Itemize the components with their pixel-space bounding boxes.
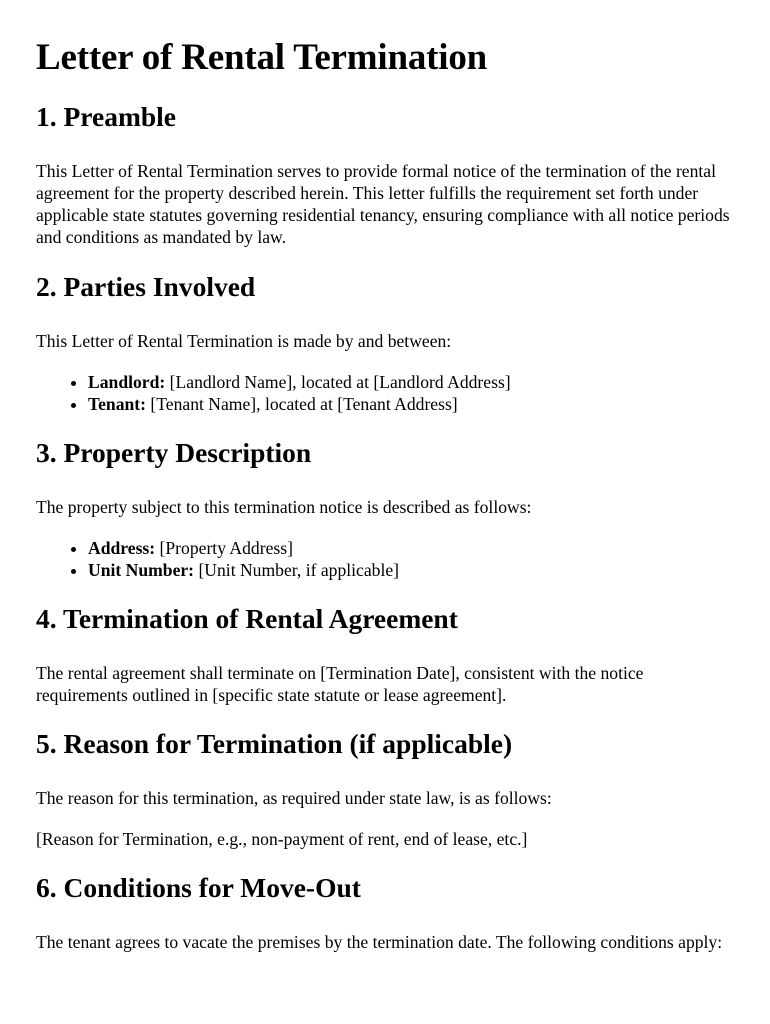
address-text: [Property Address] [155,538,293,558]
landlord-label: Landlord: [88,372,166,392]
parties-paragraph: This Letter of Rental Termination is made by and between: [36,331,452,351]
tenant-label: Tenant: [88,394,147,414]
list-item [88,559,734,581]
section-heading-termination: 4. Termination of Rental Agreement [36,603,458,634]
unit-number-text: [Unit Number, if applicable] [194,560,400,580]
section-heading-move-out: 6. Conditions for Move-Out [36,872,361,903]
document-title: Letter of Rental Termination [36,37,488,78]
move-out-paragraph: The tenant agrees to vacate the premises by the termination date. The following conditions apply: [36,932,723,952]
landlord-text: [Landlord Name], located at [Landlord Address] [165,372,511,392]
tenant-text: [Tenant Name], located at [Tenant Address] [146,394,458,414]
reason-placeholder-paragraph: [Reason for Termination, e.g., non-payment of rent, end of lease, etc.] [36,829,528,849]
section-heading-property: 3. Property Description [36,437,312,468]
preamble-paragraph: This Letter of Rental Termination serves to provide formal notice of the termination of the rental agreement for the property described herein. This letter fulfills the requirement set forth under applicable state statutes governing residential tenancy, ensuring compliance with all notice periods and conditions as mandated by law. [36,161,730,247]
section-heading-preamble: 1. Preamble [36,101,177,132]
parties-list [36,371,734,415]
reason-paragraph: The reason for this termination, as required under state law, is as follows: [36,788,552,808]
property-paragraph: The property subject to this termination notice is described as follows: [36,497,532,517]
address-label: Address: [88,538,156,558]
unit-number-label: Unit Number: [88,560,195,580]
property-list [36,537,734,581]
list-item [88,393,734,415]
section-heading-reason: 5. Reason for Termination (if applicable) [36,728,513,759]
termination-paragraph: The rental agreement shall terminate on [Termination Date], consistent with the notice requirements outlined in [specific state statute or lease agreement]. [36,663,644,705]
list-item [88,371,734,393]
section-heading-parties: 2. Parties Involved [36,271,256,302]
list-item [88,537,734,559]
